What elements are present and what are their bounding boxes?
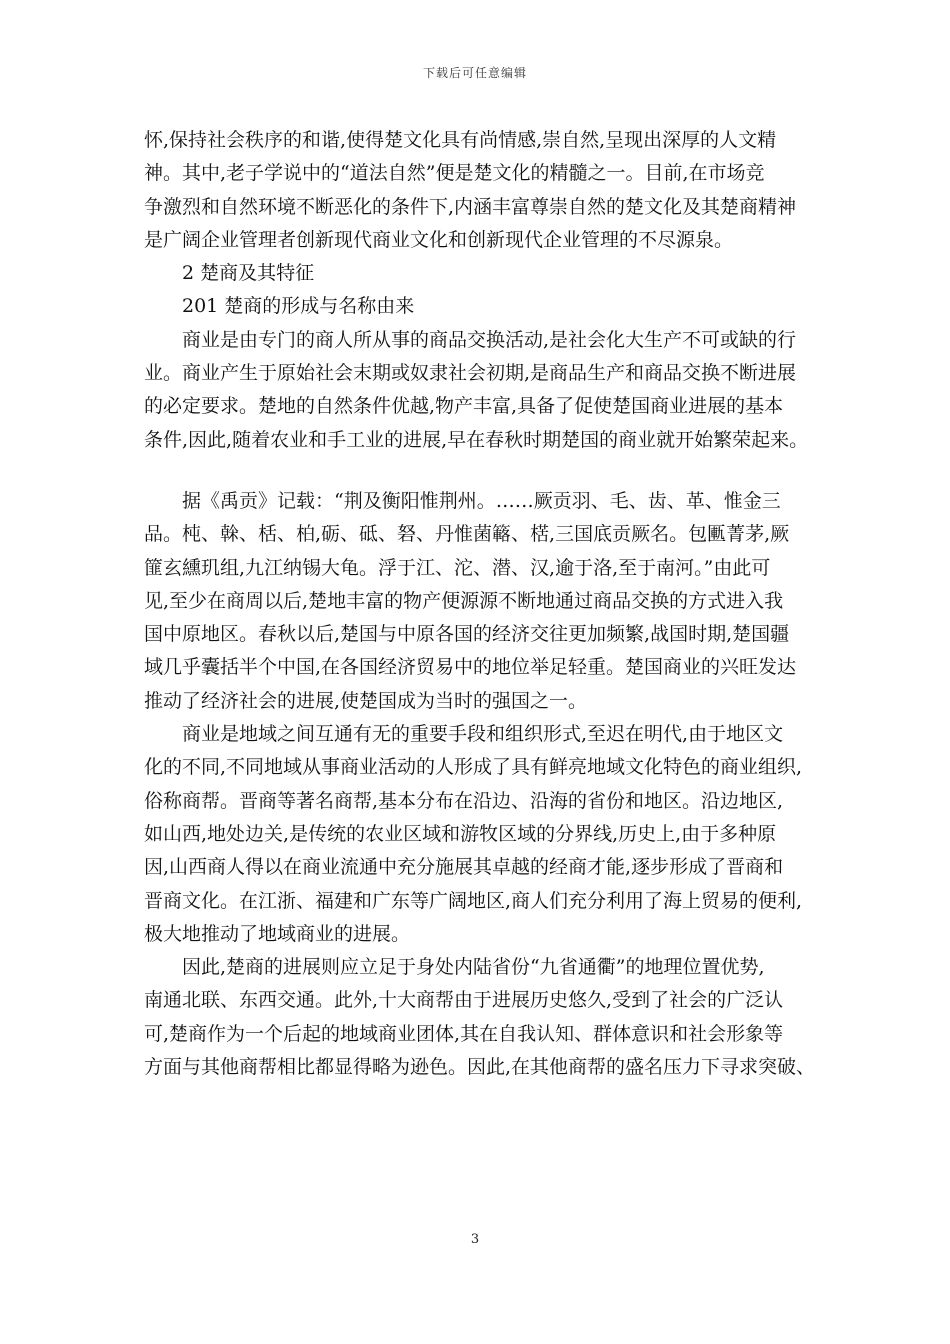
section-heading: 2 楚商及其特征 [182,262,315,285]
text-line: 怀,保持社会秩序的和谐,使得楚文化具有尚情感,崇自然,呈现出深厚的人文精 [144,129,777,151]
text-line: 争激烈和自然环境不断恶化的条件下,内涵丰富尊崇自然的楚文化及其楚商精神 [144,195,797,218]
paragraph-yugong [144,485,814,718]
text-line: 因此,楚商的进展则应立足于身处内陆省份“九省通衢”的地理位置优势, [182,956,765,979]
page-header: 下载后可任意编辑 [422,66,527,80]
text-line: 可,楚商作为一个后起的地域商业团体,其在自我认知、群体意识和社会形象等 [144,1022,784,1045]
text-line: 方面与其他商帮相比都显得略为逊色。因此,在其他商帮的盛名压力下寻求突破、 [144,1056,816,1079]
paragraph-gap [144,457,814,485]
paragraph-continuation [144,124,814,257]
text-line: 极大地推动了地域商业的进展。 [144,922,411,945]
text-line: 如山西,地处边关,是传统的农业区域和游牧区域的分界线,历史上,由于多种原 [144,822,777,845]
paragraph-chu-merchants [144,951,814,1084]
text-line: 推动了经济社会的进展,使楚国成为当时的强国之一。 [144,689,588,712]
text-line: 因,山西商人得以在商业流通中充分施展其卓越的经商才能,逐步形成了晋商和 [144,856,784,879]
document-body [144,124,814,1084]
paragraph-commerce-origin [144,324,814,457]
text-line: 的必定要求。楚地的自然条件优越,物产丰富,具备了促使楚国商业进展的基本 [144,395,784,418]
text-line: 俗称商帮。晋商等著名商帮,基本分布在沿边、沿海的省份和地区。沿边地区, [144,789,784,812]
text-line: 业。商业产生于原始社会末期或奴隶社会初期,是商品生产和商品交换不断进展 [144,362,797,385]
text-line: 品。杶、榦、栝、柏,砺、砥、砮、丹惟菌簵、楛,三国底贡厥名。包匭菁茅,厥 [144,523,790,546]
text-line: 晋商文化。在江浙、福建和广东等广阔地区,商人们充分利用了海上贸易的便利, [144,889,803,912]
text-line: 化的不同,不同地域从事商业活动的人形成了具有鲜亮地域文化特色的商业组织, [144,756,803,779]
text-line: 商业是由专门的商人所从事的商品交换活动,是社会化大生产不可或缺的行 [182,328,797,351]
text-line: 域几乎囊括半个中国,在各国经济贸易中的地位举足轻重。楚国商业的兴旺发达 [144,656,797,679]
subsection-heading: 201 楚商的形成与名称由来 [182,295,415,318]
text-line: 南通北联、东西交通。此外,十大商帮由于进展历史悠久,受到了社会的广泛认 [144,989,784,1012]
text-line: 商业是地域之间互通有无的重要手段和组织形式,至迟在明代,由于地区文 [182,723,784,746]
text-line: 国中原地区。春秋以后,楚国与中原各国的经济交往更加频繁,战国时期,楚国疆 [144,623,790,646]
text-line: 是广阔企业管理者创新现代商业文化和创新现代企业管理的不尽源泉。 [144,228,734,251]
text-line: 神。其中,老子学说中的“道法自然”便是楚文化的精髓之一。目前,在市场竞 [144,162,765,185]
text-line: 条件,因此,随着农业和手工业的进展,早在春秋时期楚国的商业就开始繁荣起来。 [144,428,809,451]
page-number: 3 [470,1232,480,1247]
text-line: 见,至少在商周以后,楚地丰富的物产便源源不断地通过商品交换的方式进入我 [144,589,784,612]
text-line: 篚玄纁玑组,九江纳锡大龟。浮于江、沱、潜、汉,逾于洛,至于南河。”由此可 [144,556,771,579]
paragraph-merchant-guilds [144,718,814,951]
text-line: 据《禹贡》记载：“荆及衡阳惟荆州。……厥贡羽、毛、齿、革、惟金三 [182,489,781,512]
